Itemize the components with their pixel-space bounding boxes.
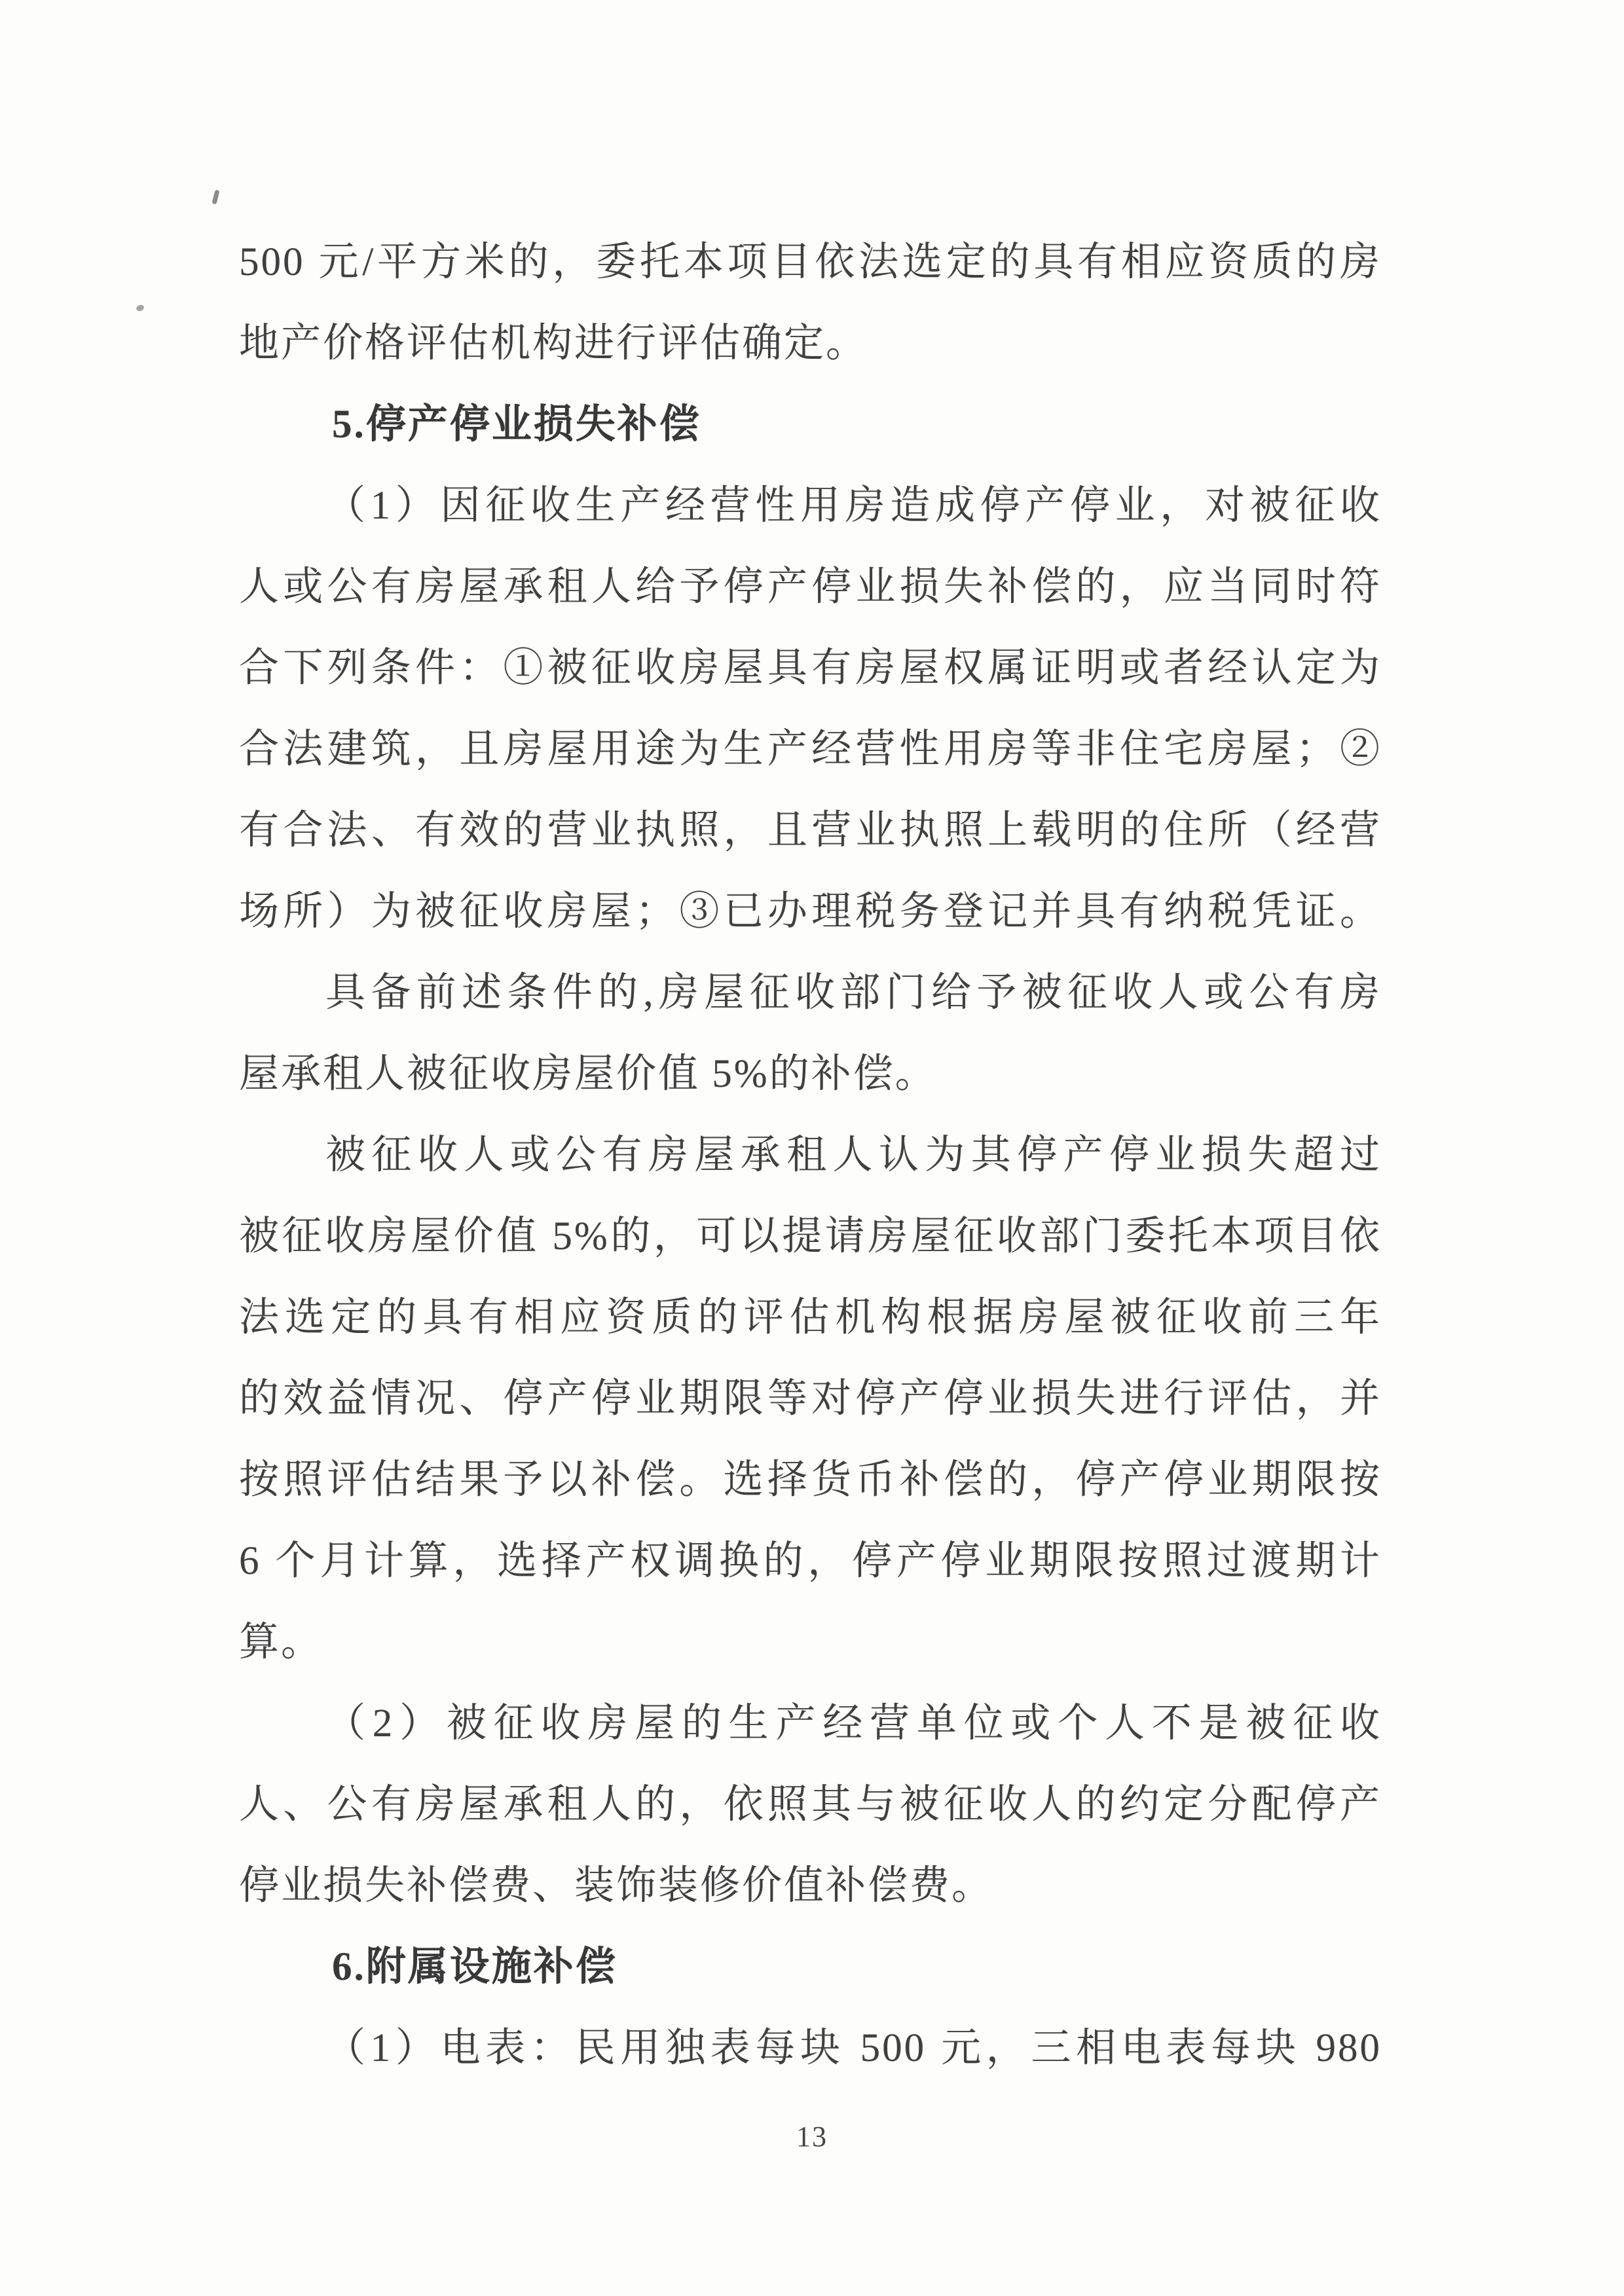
text-line: 被征收房屋价值 5%的，可以提请房屋征收部门委托本项目依 [239, 1214, 1382, 1258]
text-line: 被征收人或公有房屋承租人认为其停产停业损失超过 [325, 1133, 1382, 1177]
text-line: 合下列条件：①被征收房屋具有房屋权属证明或者经认定为 [239, 646, 1382, 690]
text-line: 法选定的具有相应资质的评估机构根据房屋被征收前三年 [239, 1296, 1382, 1339]
text-line: 6 个月计算，选择产权调换的，停产停业期限按照过渡期计 [239, 1539, 1382, 1583]
scan-speck [136, 304, 145, 312]
page-number: 13 [796, 2121, 828, 2153]
text-line: 有合法、有效的营业执照，且营业执照上载明的住所（经营 [239, 809, 1382, 852]
text-line: 地产价格评估机构进行评估确定。 [239, 321, 868, 365]
text-line: 场所）为被征收房屋；③已办理税务登记并具有纳税凭证。 [239, 890, 1382, 934]
text-line: 屋承租人被征收房屋价值 5%的补偿。 [239, 1052, 937, 1096]
text-line: 算。 [239, 1620, 323, 1664]
text-line: 的效益情况、停产停业期限等对停产停业损失进行评估，并 [239, 1377, 1382, 1421]
text-line: （2）被征收房屋的生产经营单位或个人不是被征收 [325, 1702, 1382, 1745]
text-line: 合法建筑，且房屋用途为生产经营性用房等非住宅房屋；② [239, 727, 1382, 771]
text-line: 按照评估结果予以补偿。选择货币补偿的，停产停业期限按 [239, 1458, 1382, 1502]
text-line: 500 元/平方米的，委托本项目依法选定的具有相应资质的房 [239, 240, 1382, 284]
scan-speck [212, 189, 219, 204]
section-heading-6: 6.附属设施补偿 [332, 1945, 618, 1989]
text-line: 人、公有房屋承租人的，依照其与被征收人的约定分配停产 [239, 1783, 1382, 1827]
text-line: 具备前述条件的,房屋征收部门给予被征收人或公有房 [325, 971, 1382, 1015]
text-line: （1）因征收生产经营性用房造成停产停业，对被征收 [325, 484, 1382, 528]
text-line: （1）电表：民用独表每块 500 元，三相电表每块 980 [325, 2026, 1382, 2070]
text-line: 人或公有房屋承租人给予停产停业损失补偿的，应当同时符 [239, 565, 1382, 609]
document-body [239, 222, 1382, 2089]
section-heading-5: 5.停产停业损失补偿 [332, 403, 701, 446]
text-line: 停业损失补偿费、装饰装修价值补偿费。 [239, 1864, 994, 1908]
